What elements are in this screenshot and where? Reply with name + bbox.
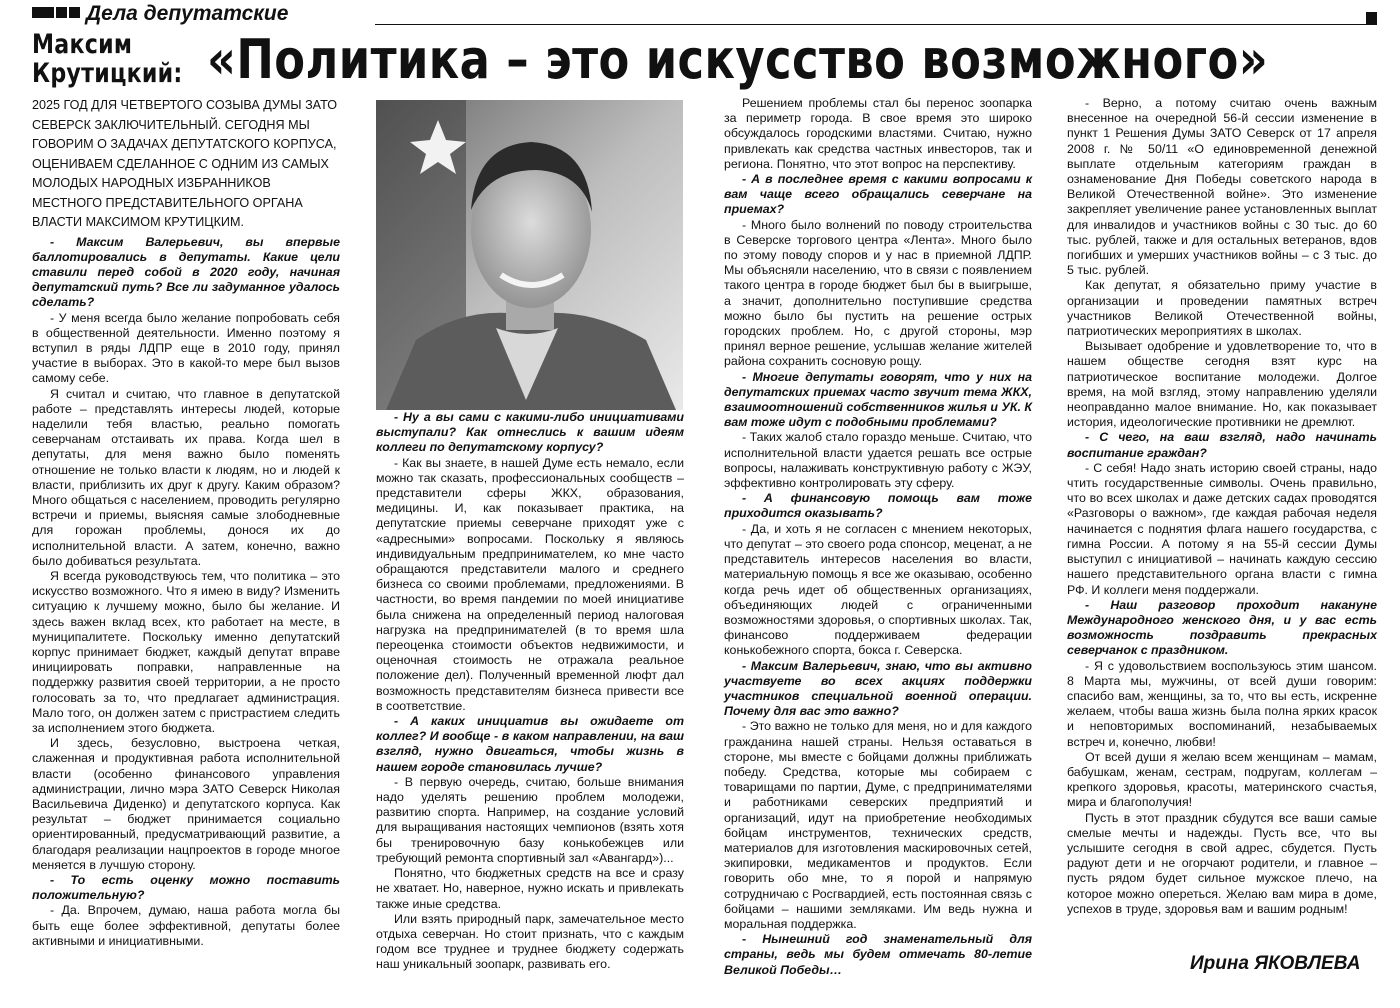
- interview-answer: - Много было волнений по поводу строительства в Северске торгового центра «Лента». Много было по этому поводу споров и у нас в приемной ЛДПР. Мы объясняли населению, что в связи с появлением такого центра в городе бюджет был бы в выигрыше, а значит, дополнительно поступившие средства можно было бы пустить на решение острых городских проблем. Но, с другой стороны, мэр принял верное решение, услышав желание жителей района сохранить сосновую рощу.: [724, 217, 1032, 369]
- article-column-3: [724, 96, 1032, 978]
- rubric-rule: [375, 24, 1377, 25]
- interview-answer: - Да. Впрочем, думаю, наша работа могла бы быть еще более эффективной, депутаты более активными и инициативными.: [32, 903, 340, 948]
- interview-answer: Как депутат, я обязательно приму участие в организации и проведении памятных встреч участников Великой Отечественной войны, патриотических мероприятиях в школах.: [1067, 278, 1377, 339]
- portrait-photo: [376, 100, 683, 410]
- interview-question: - Нынешний год знаменательный для страны, ведь мы будем отмечать 80-летие Великой Победы…: [724, 932, 1032, 977]
- interview-question: - Многие депутаты говорят, что у них на депутатских приемах часто звучит тема ЖКХ, взаимоотношений собственников жилья и УК. К вам тоже идут с подобными проблемами?: [724, 369, 1032, 430]
- interviewee-name: Максим Крутицкий:: [32, 29, 183, 89]
- interview-answer: И здесь, безусловно, выстроена четкая, слаженная и продуктивная работа исполнительной власти (особенно финансового управления администрации, лично мэра ЗАТО Северск Николая Васильевича Диденко) и депутатского корпуса. Как результат – бюджет принимается социально ориентированный, предусматривающий развитие, а благодаря реализации нацпроектов в городе многое меняется в лучшую сторону.: [32, 736, 340, 872]
- rubric-square-icon: [69, 7, 80, 18]
- rubric-title: Дела депутатские: [86, 2, 289, 25]
- interview-answer: Решением проблемы стал бы перенос зоопарка за периметр города. В свое время это широко обсуждалось городскими властями. Считаю, нужно привлекать как средства частных инвесторов, так и региона. Понятно, что этот вопрос на перспективу.: [724, 96, 1032, 171]
- article-column-1: [32, 96, 340, 949]
- interview-answer: - Это важно не только для меня, но и для каждого гражданина нашей страны. Нельзя оставаться в стороне, мы вместе с бойцами должны приближать победу. Средства, которые мы собираем с товарищами по партии, Думе, с предпринимателями и работниками северских предприятий и организаций, идут на приобретение необходимых бойцам инструментов, технических средств, материалов для изготовления маскировочных сетей, экипировки, медикаментов и продуктов. Если говорить обо мне, то я порой и напрямую сотрудничаю с Росгвардией, есть постоянная связь с бойцами – нашими земляками. Им ведь нужна и моральная поддержка.: [724, 719, 1032, 931]
- interview-question: - А в последнее время с какими вопросами к вам чаще всего обращались северчане на приемах?: [724, 172, 1032, 217]
- author-signature: Ирина ЯКОВЛЕВА: [1190, 953, 1361, 974]
- interview-question: - Наш разговор проходит накануне Международного женского дня, и у вас есть возможность поздравить прекрасных северчанок с праздником.: [1067, 597, 1377, 658]
- interview-question: - Ну а вы сами с какими-либо инициативами выступали? Как отнеслись к вашим идеям коллеги по депутатскому корпусу?: [376, 410, 684, 455]
- article-column-4: [1067, 96, 1377, 917]
- interview-question: - А каких инициатив вы ожидаете от коллег? И вообще - в каком направлении, на ваш взгляд, нужно двигаться, чтобы жизнь в нашем городе становилась лучше?: [376, 714, 684, 774]
- rubric-square-icon: [32, 7, 54, 18]
- interview-answer: - Верно, а потому считаю очень важным внесенное на очередной 56-й сессии изменение в пункт 1 Решения Думы ЗАТО Северск от 17 апреля 2008 г. № 50/11 «О единовременной денежной выплате отдельным категориям граждан в ознаменование Дня Победы советского народа в Великой Отечественной войне». Это изменение закрепляет увеличение ранее установленных выплат для инвалидов и участников войны с 30 тыс. до 60 тыс. рублей, также и для остальных ветеранов, вдов погибших и умерших участников войны – с 3 тыс. до 5 тыс. рублей.: [1067, 96, 1377, 278]
- interview-answer: Понятно, что бюджетных средств на все и сразу не хватает. Но, наверное, нужно искать и привлекать также иные средства.: [376, 866, 684, 911]
- interview-question: - А финансовую помощь вам тоже приходится оказывать?: [724, 491, 1032, 521]
- interview-answer: Пусть в этот праздник сбудутся все ваши самые смелые мечты и надежды. Пусть все, что вы услышите сегодня в свой адрес, сбудется. Пусть радуют дети и не огорчают родители, и главное – пусть рядом будет сильное мужское плечо, на которое можно опереться. Желаю вам мира в доме, успехов в труде, здоровья вам и вашим родным!: [1067, 810, 1377, 916]
- interview-question: - То есть оценку можно поставить положительную?: [32, 873, 340, 903]
- article-lead: 2025 ГОД ДЛЯ ЧЕТВЕРТОГО СОЗЫВА ДУМЫ ЗАТО СЕВЕРСК ЗАКЛЮЧИТЕЛЬНЫЙ. СЕГОДНЯ МЫ ГОВОРИМ О ЗАДАЧАХ ДЕПУТАТСКОГО КОРПУСА, ОЦЕНИВАЕМ СДЕЛАННОЕ С ОДНИМ ИЗ САМЫХ МОЛОДЫХ НАРОДНЫХ ИЗБРАННИКОВ МЕСТНОГО ПРЕДСТАВИТЕЛЬНОГО ОРГАНА ВЛАСТИ МАКСИМОМ КРУТИЦКИМ.: [32, 98, 338, 229]
- interview-answer: - Как вы знаете, в нашей Думе есть немало, если можно так сказать, профессиональных сообществ – представители сферы ЖКХ, образования, медицины. И, как показывает практика, на депутатские приемы северчане приходят уже с «адресными» вопросами. Поскольку я являюсь индивидуальным предпринимателем, ко мне часто обращаются представители малого и среднего бизнеса со своими проблемами, предложениями. В частности, во время пандемии по моей инициативе была снижена на определенный период налоговая нагрузка на предпринимателей (в то время шла переоценка стоимости объектов недвижимости, и оценочная стоимость не отражала реальное положение дел). Полученный временной люфт дал возможность представителям бизнеса привести все в соответствие.: [376, 455, 684, 713]
- portrait-photo-icon: [376, 100, 683, 410]
- interview-answer: - С себя! Надо знать историю своей страны, надо чтить государственные символы. Очень правильно, что во всех школах и даже детских садах проводятся «Разговоры о важном», где каждая рабочая неделя начинается с поднятия флага нашего государства, с гимна России. А потому я на 55-й сессии Думы выступил с инициативой – начинать каждую сессию нашего представительного органа власти с гимна РФ. И коллеги меня поддержали.: [1067, 460, 1377, 597]
- interview-question: - Максим Валерьевич, вы впервые баллотировались в депутаты. Какие цели ставили перед собой в 2020 году, начиная депутатский путь? Все ли задуманное удалось сделать?: [32, 234, 340, 310]
- interview-answer: Я всегда руководствуюсь тем, что политика – это искусство возможного. Что я имею в виду? Изменить ситуацию к лучшему можно, было бы желание. И здесь важен вклад всех, кто работает на месте, в муниципалитете. Поскольку именно депутатский корпус принимает бюджет, каждый депутат вправе инициировать поправки, направленные на поддержку развития своей территории, а не просто голосовать за то, что предлагает администрация. Мало того, он должен затем с пристрастием следить за исполнением этого бюджета.: [32, 568, 340, 735]
- interview-answer: - В первую очередь, считаю, больше внимания надо уделять решению проблем молодежи, развитию спорта. Например, на создание условий для выращивания настоящих чемпионов (взять хотя бы тренировочную базу конькобежцев или требующий ремонта спортивный зал «Авангард»)...: [376, 774, 684, 865]
- interview-question: - Максим Валерьевич, знаю, что вы активно участвуете во всех акциях поддержки участников специальной военной операции. Почему для вас это важно?: [724, 658, 1032, 719]
- rubric-square-icon: [56, 7, 67, 18]
- interview-answer: - Да, и хоть я не согласен с мнением некоторых, что депутат – это своего рода спонсор, меценат, а не представитель интересов населения во власти, материальную помощь я все же оказываю, особенно когда речь идет об общественных организациях, объединяющих людей с ограниченными возможностями здоровья, о спортивных школах. Так, финансово поддерживаем федерации конькобежного спорта, бокса г. Северска.: [724, 521, 1032, 658]
- interview-answer: - У меня всегда было желание попробовать себя в общественной деятельности. Именно поэтому я вступил в ряды ЛДПР еще в 2010 году, принял участие в выборах. Это в какой-то мере был вызов самому себе.: [32, 310, 340, 386]
- rubric-end-square-icon: [1366, 12, 1377, 24]
- article-column-2: [376, 410, 684, 973]
- rubric-header: [32, 4, 1377, 30]
- interview-answer: От всей души я желаю всем женщинам – мамам, бабушкам, женам, сестрам, подругам, коллегам – крепкого здоровья, красоты, материнского счастья, мира и благополучия!: [1067, 749, 1377, 810]
- interview-answer: Или взять природный парк, замечательное место отдыха северчан. Но стоит признать, что с каждым годом все труднее и труднее бюджету содержать наш уникальный зоопарк, развивать его.: [376, 911, 684, 972]
- interview-answer: Я считал и считаю, что главное в депутатской работе – представлять интересы людей, которые наделили тебя властью, реально помогать северчанам отстаивать их права. Когда шел в депутаты, для меня важно было поменять отношение не только власти к людям, но и людей к власти, приблизить их друг к другу. Каким образом? Много общаться с населением, проводить регулярно встречи и приемы, выясняя самые злободневные для горожан проблемы, донося их до исполнительной власти. А затем, конечно, важно было добиваться результата.: [32, 386, 340, 568]
- page-title: «Политика – это искусство возможного»: [207, 28, 1269, 91]
- interview-answer: - Таких жалоб стало гораздо меньше. Считаю, что исполнительной власти удается решать все острые вопросы, налаживать конструктивную работу с ЖЭУ, эффективно контролировать эту сферу.: [724, 430, 1032, 491]
- interview-answer: - Я с удовольствием воспользуюсь этим шансом. 8 Марта мы, мужчины, от всей души говорим: спасибо вам, женщины, за то, что вы есть, искренне желаем, чтобы ваша жизнь была полна ярких красок и неповторимых воспоминаний, незабываемых встреч и, конечно, любви!: [1067, 658, 1377, 749]
- interview-question: - С чего, на ваш взгляд, надо начинать воспитание граждан?: [1067, 430, 1377, 460]
- interview-answer: Вызывает одобрение и удовлетворение то, что в нашем обществе сегодня взят курс на патриотическое воспитание молодежи. Долгое время, на мой взгляд, этому направлению уделяли неоправданно малое внимание. Но, как показывает история, идеологические противники не дремлют.: [1067, 339, 1377, 430]
